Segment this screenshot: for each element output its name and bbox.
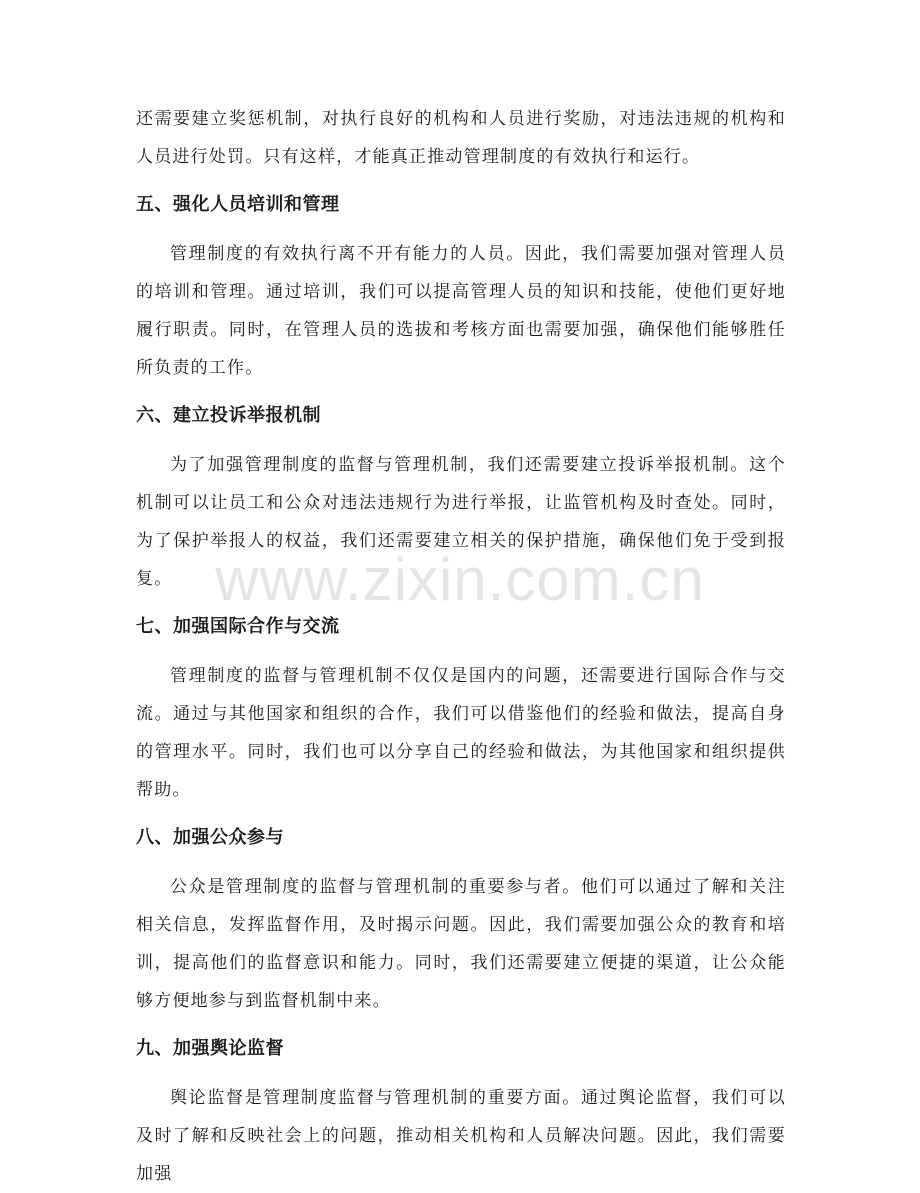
- section-heading-6: 六、建立投诉举报机制: [136, 405, 321, 426]
- section-heading-8: 八、加强公众参与: [136, 827, 284, 848]
- section-paragraph-8: 公众是管理制度的监督与管理机制的重要参与者。他们可以通过了解和关注相关信息，发挥监督作用，及时揭示问题。因此，我们需要加强公众的教育和培训，提高他们的监督意识和能力。同时，我们还需要建立便捷的渠道，让公众能够方便地参与到监督机制中来。: [136, 877, 786, 1011]
- section-heading-5: 五、强化人员培训和管理: [136, 194, 340, 215]
- section-heading-9: 九、加强舆论监督: [136, 1038, 284, 1059]
- section-heading-7: 七、加强国际合作与交流: [136, 616, 340, 637]
- section-paragraph-7: 管理制度的监督与管理机制不仅仅是国内的问题，还需要进行国际合作与交流。通过与其他国家和组织的合作，我们可以借鉴他们的经验和做法，提高自身的管理水平。同时，我们也可以分享自己的经验和做法，为其他国家和组织提供帮助。: [136, 666, 786, 800]
- document-content: [136, 100, 786, 1193]
- intro-paragraph: 还需要建立奖惩机制，对执行良好的机构和人员进行奖励，对违法违规的机构和人员进行处罚。只有这样，才能真正推动管理制度的有效执行和运行。: [136, 109, 786, 167]
- section-paragraph-5: 管理制度的有效执行离不开有能力的人员。因此，我们需要加强对管理人员的培训和管理。通过培训，我们可以提高管理人员的知识和技能，使他们更好地履行职责。同时，在管理人员的选拔和考核方面也需要加强，确保他们能够胜任所负责的工作。: [136, 244, 786, 378]
- section-paragraph-9: 舆论监督是管理制度监督与管理机制的重要方面。通过舆论监督，我们可以及时了解和反映社会上的问题，推动相关机构和人员解决问题。因此，我们需要加强: [136, 1088, 786, 1184]
- section-paragraph-6: 为了加强管理制度的监督与管理机制，我们还需要建立投诉举报机制。这个机制可以让员工和公众对违法违规行为进行举报，让监管机构及时查处。同时，为了保护举报人的权益，我们还需要建立相关的保护措施，确保他们免于受到报复。: [136, 455, 786, 589]
- watermark: www.zixin.com.cn: [215, 546, 705, 613]
